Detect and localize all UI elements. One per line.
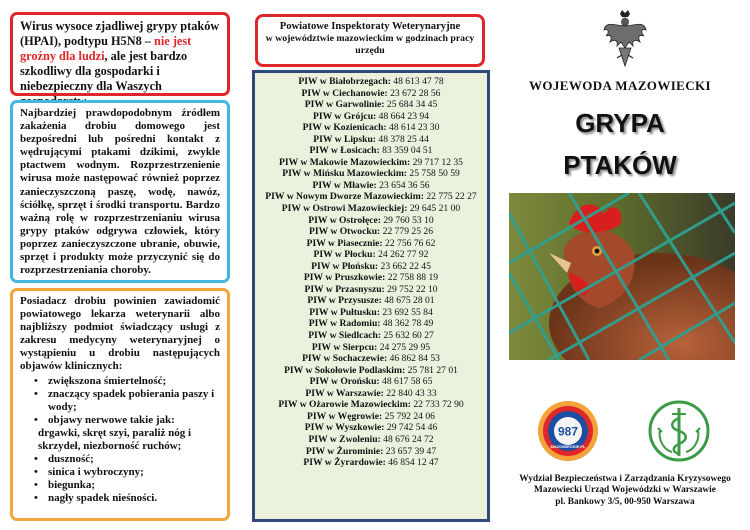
list-item: • objawy nerwowe takie jak: drgawki, skręt szyi, paraliż nóg i skrzydeł, niezborność ruchów; xyxy=(20,414,220,453)
title-line-2: PTAKÓW xyxy=(563,150,677,180)
list-item: PIW w Sokołowie Podlaskim: 25 781 27 01 xyxy=(284,364,458,376)
list-item: PIW w Pruszkowie: 22 758 88 19 xyxy=(303,272,439,284)
list-item: PIW w Żurominie: 23 657 39 47 xyxy=(305,445,437,457)
list-item: PIW w Ciechanowie: 23 672 28 56 xyxy=(301,87,441,99)
list-item: PIW w Pułtusku: 23 692 55 84 xyxy=(309,306,433,318)
veterinary-caduceus-logo-icon xyxy=(648,400,710,462)
voivode-title: WOJEWODA MAZOWIECKI xyxy=(528,78,712,93)
list-item: PIW w Płońsku: 23 662 22 45 xyxy=(311,260,431,272)
hpai-warning-text: Wirus wysoce zjadliwej grypy ptaków (HPAI), podtypu H5N8 – nie jest groźny dla ludzi, ale jest bardzo szkodliwy dla gospodarki i niebezpieczny dla Waszych xyxy=(20,19,220,93)
list-item: PIW w Ostrołęce: 29 760 53 10 xyxy=(308,214,434,226)
list-item: • duszność; xyxy=(20,453,220,466)
logo-987-number: 987 xyxy=(557,424,579,439)
emergency-987-logo-icon xyxy=(537,400,599,462)
footer-office: Mazowiecki Urząd Wojewódzki w Warszawie xyxy=(534,485,716,496)
list-item: PIW w Grójcu: 48 664 23 94 xyxy=(312,110,430,122)
footer-department: Wydział Bezpieczeństwa i Zarządzania Kryzysowego xyxy=(519,474,731,484)
symptoms-list xyxy=(20,375,220,506)
hpai-warning-box xyxy=(10,12,230,96)
footer-address xyxy=(505,474,745,508)
list-item: PIW w Kozienicach: 48 614 23 30 xyxy=(302,122,440,134)
list-item: PIW w Przysusze: 48 675 28 01 xyxy=(307,295,435,307)
list-item: PIW w Płocku: 24 262 77 92 xyxy=(313,249,429,261)
list-item: PIW w Radomiu: 48 362 78 49 xyxy=(308,318,434,330)
list-item: PIW w Lipsku: 48 378 25 44 xyxy=(313,133,429,145)
list-item: • sinica i wybroczyny; xyxy=(20,466,220,479)
footer-street: pl. Bankowy 3/5, 00-950 Warszawa xyxy=(555,496,695,507)
hen-behind-fence-photo xyxy=(509,193,735,360)
list-item: PIW w Siedlcach: 25 632 60 27 xyxy=(308,330,434,342)
infection-source-text: Najbardziej prawdopodobnym źródłem zakażenia drobiu domowego jest bezpośredni lub pośredni kontakt z wędrującymi ptakami dzikimi, zwykle ptactwem wodnym. Rozprzestrzenienie wirusa może następować również poprzez zanieczyszczoną paszę, wodę, nawóz, ściółkę, sprzęt i środki transportu. Bardzo ważną rolę w rozprzestrzenianiu wirusa grypy ptaków odgrywa człowiek, który poprzez zanieczyszczone ubranie, obuwie, sprzęt i produkty może przyczynić się do rozprzestrzeniania choroby. xyxy=(20,107,220,277)
list-item: • biegunka; xyxy=(20,479,220,492)
list-item: PIW w Otwocku: 22 779 25 26 xyxy=(308,226,434,238)
list-item: • znaczący spadek pobierania paszy i wody; xyxy=(20,388,220,414)
list-item: PIW w Przasnyszu: 29 752 22 10 xyxy=(304,283,438,295)
piw-header-box xyxy=(255,14,485,67)
list-item: PIW w Zwoleniu: 48 676 24 72 xyxy=(308,433,434,445)
list-item: PIW w Sierpcu: 24 275 29 95 xyxy=(311,341,431,353)
list-item: PIW w Garwolinie: 25 684 34 45 xyxy=(304,99,438,111)
list-item: PIW w Nowym Dworze Mazowieckim: 22 775 22 27 xyxy=(265,191,477,203)
list-item: PIW w Mławie: 23 654 36 56 xyxy=(312,179,430,191)
logo-987-caption: MAZOWIECKIE.PL xyxy=(550,444,586,449)
not-dangerous-highlight: nie jest groźny dla ludzi xyxy=(20,34,192,63)
piw-header-subtitle: w województwie mazowieckim w godzinach pracy urzędu xyxy=(265,33,475,56)
infection-source-box xyxy=(10,100,230,283)
piw-header-title: Powiatowe Inspektoraty Weterynaryjne xyxy=(279,21,461,32)
title-line-1: GRYPA xyxy=(575,108,665,138)
list-item: • nagły spadek nieśności. xyxy=(20,492,220,505)
list-item: PIW w Orońsku: 48 617 58 65 xyxy=(309,376,433,388)
list-item: PIW w Ostrowi Mazowieckiej: 29 645 21 00 xyxy=(281,203,461,215)
list-item: PIW w Sochaczewie: 46 862 84 53 xyxy=(302,353,440,365)
list-item: PIW w Piasecznie: 22 756 76 62 xyxy=(306,237,436,249)
list-item: PIW w Żyrardowie: 46 854 12 47 xyxy=(303,457,439,469)
nervous-symptoms-detail: drgawki, skręt szyi, paraliż nóg i skrzydeł, niezborność ruchów; xyxy=(38,426,192,453)
list-item: PIW w Białobrzegach: 48 613 47 78 xyxy=(298,76,444,87)
notification-intro: Posiadacz drobiu powinien zawiadomić powiatowego lekarza weterynarii albo najbliższy podmiot świadczący usługi z zakresu medycyny weterynaryjnej o wystąpieniu u drobiu następujących objawów klinicznych: xyxy=(20,295,220,373)
list-item: PIW w Mińsku Mazowieckim: 25 758 50 59 xyxy=(282,168,460,180)
piw-contact-list xyxy=(252,70,490,522)
list-item: PIW w Wyszkowie: 29 742 54 46 xyxy=(304,422,438,434)
eagle-emblem-icon xyxy=(602,8,648,70)
list-item: • zwiększona śmiertelność; xyxy=(20,375,220,388)
list-item: PIW w Ożarowie Mazowieckim: 22 733 72 90 xyxy=(278,399,464,411)
list-item: PIW w Węgrowie: 25 792 24 06 xyxy=(307,410,435,422)
list-item: PIW w Makowie Mazowieckim: 29 717 12 35 xyxy=(279,156,463,168)
symptoms-box xyxy=(10,288,230,521)
list-item: PIW w Warszawie: 22 840 43 33 xyxy=(305,387,437,399)
list-item: PIW w Łosicach: 83 359 04 51 xyxy=(309,145,433,157)
